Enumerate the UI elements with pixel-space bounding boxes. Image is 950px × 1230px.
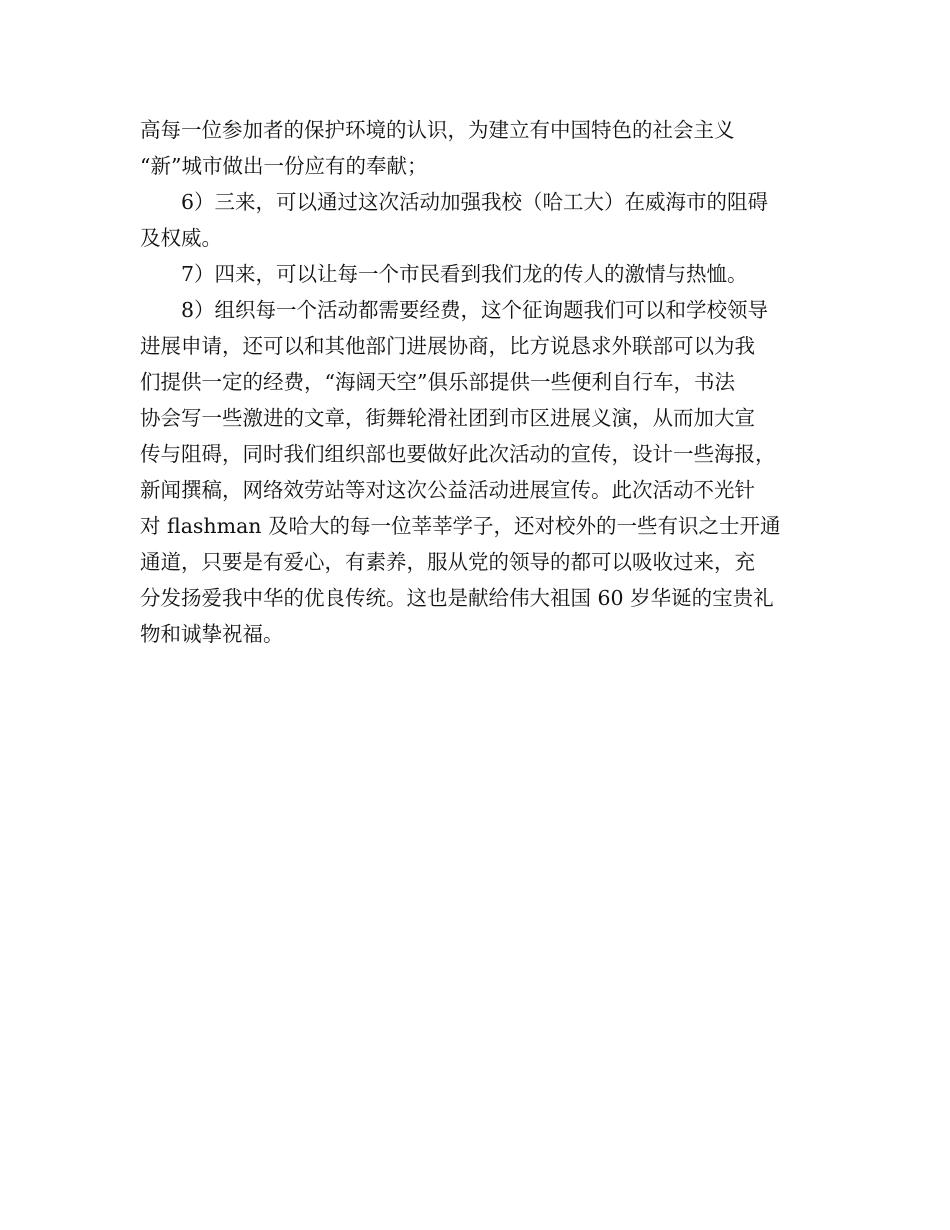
paragraph-line: 8）组织每一个活动都需要经费，这个征询题我们可以和学校领导 bbox=[181, 298, 769, 322]
paragraph-line: 传与阻碍，同时我们组织部也要做好此次活动的宣传，设计一些海报， bbox=[140, 442, 776, 466]
paragraph-line: 高每一位参加者的保护环境的认识，为建立有中国特色的社会主义 bbox=[140, 118, 735, 142]
document-body bbox=[140, 112, 830, 652]
paragraph-line: 进展申请，还可以和其他部门进展协商，比方说恳求外联部可以为我 bbox=[140, 334, 755, 358]
paragraph-line: 通道，只要是有爱心，有素养，服从党的领导的都可以吸收过来，充 bbox=[140, 550, 755, 574]
paragraph-line: 及权威。 bbox=[140, 226, 222, 250]
paragraph-line: 分发扬爱我中华的优良传统。这也是献给伟大祖国 60 岁华诞的宝贵礼 bbox=[140, 586, 774, 610]
paragraph-line: 6）三来，可以通过这次活动加强我校（哈工大）在威海市的阻碍 bbox=[181, 190, 769, 214]
paragraph-line: 7）四来，可以让每一个市民看到我们龙的传人的激情与热恤。 bbox=[181, 262, 748, 286]
paragraph-line: 协会写一些激进的文章，街舞轮滑社团到市区进展义演，从而加大宣 bbox=[140, 406, 755, 430]
paragraph-line: 物和诚挚祝福。 bbox=[140, 622, 284, 646]
paragraph-line: “新”城市做出一份应有的奉献； bbox=[140, 154, 428, 178]
paragraph-line: 对 flashman 及哈大的每一位莘莘学子，还对校外的一些有识之士开通 bbox=[140, 514, 781, 538]
paragraph-line: 新闻撰稿，网络效劳站等对这次公益活动进展宣传。此次活动不光针 bbox=[140, 478, 755, 502]
paragraph-line: 们提供一定的经费，“海阔天空”俱乐部提供一些便利自行车，书法 bbox=[140, 370, 735, 394]
